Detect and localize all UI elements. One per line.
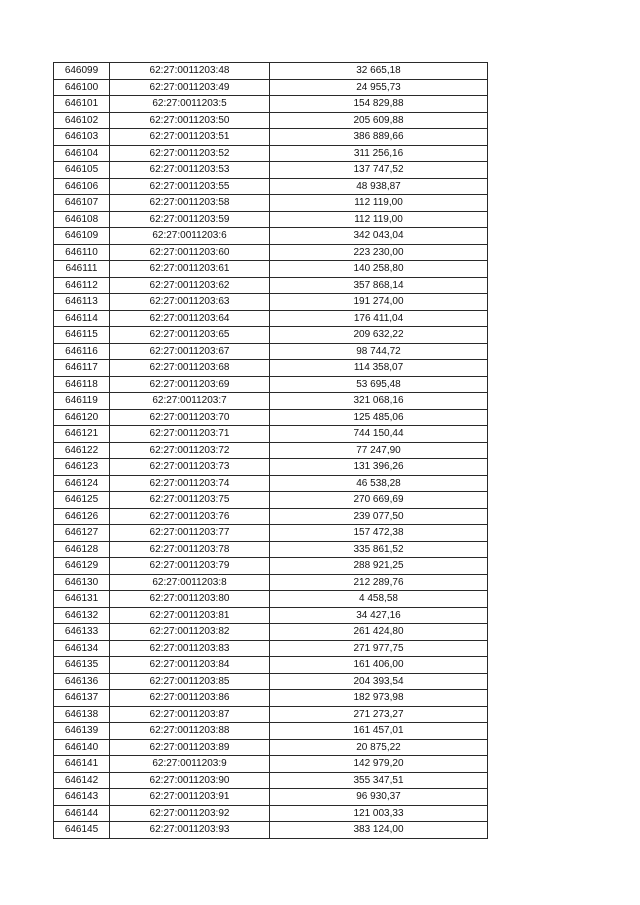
table-row xyxy=(54,492,488,509)
table-row xyxy=(54,360,488,377)
value-cell: 98 744,72 xyxy=(270,343,488,360)
value-cell: 48 938,87 xyxy=(270,178,488,195)
cadastral-number-cell: 62:27:0011203:82 xyxy=(110,624,270,641)
table-row xyxy=(54,475,488,492)
table-row xyxy=(54,63,488,80)
table-row xyxy=(54,79,488,96)
cadastral-number-cell: 62:27:0011203:70 xyxy=(110,409,270,426)
table-row xyxy=(54,426,488,443)
record-number-cell: 646105 xyxy=(54,162,110,179)
value-cell: 335 861,52 xyxy=(270,541,488,558)
value-cell: 271 977,75 xyxy=(270,640,488,657)
cadastral-number-cell: 62:27:0011203:75 xyxy=(110,492,270,509)
cadastral-number-cell: 62:27:0011203:77 xyxy=(110,525,270,542)
table-row xyxy=(54,574,488,591)
cadastral-number-cell: 62:27:0011203:55 xyxy=(110,178,270,195)
value-cell: 288 921,25 xyxy=(270,558,488,575)
record-number-cell: 646142 xyxy=(54,772,110,789)
value-cell: 209 632,22 xyxy=(270,327,488,344)
table-row xyxy=(54,211,488,228)
table-row xyxy=(54,195,488,212)
value-cell: 239 077,50 xyxy=(270,508,488,525)
table-row xyxy=(54,376,488,393)
value-cell: 182 973,98 xyxy=(270,690,488,707)
table-row xyxy=(54,772,488,789)
table-row xyxy=(54,822,488,839)
value-cell: 212 289,76 xyxy=(270,574,488,591)
record-number-cell: 646118 xyxy=(54,376,110,393)
cadastral-number-cell: 62:27:0011203:79 xyxy=(110,558,270,575)
record-number-cell: 646112 xyxy=(54,277,110,294)
table-row xyxy=(54,459,488,476)
record-number-cell: 646107 xyxy=(54,195,110,212)
record-number-cell: 646140 xyxy=(54,739,110,756)
value-cell: 114 358,07 xyxy=(270,360,488,377)
cadastral-number-cell: 62:27:0011203:76 xyxy=(110,508,270,525)
table-row xyxy=(54,310,488,327)
cadastral-number-cell: 62:27:0011203:81 xyxy=(110,607,270,624)
cadastral-number-cell: 62:27:0011203:59 xyxy=(110,211,270,228)
cadastral-number-cell: 62:27:0011203:64 xyxy=(110,310,270,327)
value-cell: 383 124,00 xyxy=(270,822,488,839)
value-cell: 142 979,20 xyxy=(270,756,488,773)
record-number-cell: 646104 xyxy=(54,145,110,162)
cadastral-number-cell: 62:27:0011203:89 xyxy=(110,739,270,756)
record-number-cell: 646101 xyxy=(54,96,110,113)
value-cell: 357 868,14 xyxy=(270,277,488,294)
value-cell: 161 406,00 xyxy=(270,657,488,674)
value-cell: 46 538,28 xyxy=(270,475,488,492)
record-number-cell: 646108 xyxy=(54,211,110,228)
table-row xyxy=(54,261,488,278)
value-cell: 176 411,04 xyxy=(270,310,488,327)
table-row xyxy=(54,558,488,575)
cadastral-number-cell: 62:27:0011203:88 xyxy=(110,723,270,740)
record-number-cell: 646144 xyxy=(54,805,110,822)
table-row xyxy=(54,723,488,740)
cadastral-number-cell: 62:27:0011203:91 xyxy=(110,789,270,806)
cadastral-number-cell: 62:27:0011203:8 xyxy=(110,574,270,591)
table-row xyxy=(54,244,488,261)
record-number-cell: 646111 xyxy=(54,261,110,278)
record-number-cell: 646136 xyxy=(54,673,110,690)
table-row xyxy=(54,673,488,690)
cadastral-number-cell: 62:27:0011203:73 xyxy=(110,459,270,476)
cadastral-number-cell: 62:27:0011203:84 xyxy=(110,657,270,674)
cadastral-number-cell: 62:27:0011203:61 xyxy=(110,261,270,278)
record-number-cell: 646110 xyxy=(54,244,110,261)
cadastral-number-cell: 62:27:0011203:78 xyxy=(110,541,270,558)
record-number-cell: 646130 xyxy=(54,574,110,591)
value-cell: 342 043,04 xyxy=(270,228,488,245)
cadastral-number-cell: 62:27:0011203:85 xyxy=(110,673,270,690)
record-number-cell: 646137 xyxy=(54,690,110,707)
cadastral-number-cell: 62:27:0011203:80 xyxy=(110,591,270,608)
value-cell: 355 347,51 xyxy=(270,772,488,789)
value-cell: 112 119,00 xyxy=(270,211,488,228)
record-number-cell: 646125 xyxy=(54,492,110,509)
record-number-cell: 646115 xyxy=(54,327,110,344)
value-cell: 121 003,33 xyxy=(270,805,488,822)
record-number-cell: 646139 xyxy=(54,723,110,740)
cadastral-number-cell: 62:27:0011203:83 xyxy=(110,640,270,657)
record-number-cell: 646113 xyxy=(54,294,110,311)
table-row xyxy=(54,739,488,756)
table-row xyxy=(54,343,488,360)
cadastral-number-cell: 62:27:0011203:49 xyxy=(110,79,270,96)
cadastral-number-cell: 62:27:0011203:52 xyxy=(110,145,270,162)
value-cell: 4 458,58 xyxy=(270,591,488,608)
table-row xyxy=(54,294,488,311)
table-row xyxy=(54,228,488,245)
table-row xyxy=(54,805,488,822)
record-number-cell: 646102 xyxy=(54,112,110,129)
record-number-cell: 646135 xyxy=(54,657,110,674)
value-cell: 270 669,69 xyxy=(270,492,488,509)
table-row xyxy=(54,178,488,195)
value-cell: 24 955,73 xyxy=(270,79,488,96)
cadastral-number-cell: 62:27:0011203:58 xyxy=(110,195,270,212)
cadastral-number-cell: 62:27:0011203:9 xyxy=(110,756,270,773)
record-number-cell: 646109 xyxy=(54,228,110,245)
value-cell: 131 396,26 xyxy=(270,459,488,476)
cadastral-number-cell: 62:27:0011203:72 xyxy=(110,442,270,459)
value-cell: 744 150,44 xyxy=(270,426,488,443)
cadastral-number-cell: 62:27:0011203:90 xyxy=(110,772,270,789)
record-number-cell: 646103 xyxy=(54,129,110,146)
table-row xyxy=(54,145,488,162)
table-row xyxy=(54,690,488,707)
table-row xyxy=(54,96,488,113)
record-number-cell: 646145 xyxy=(54,822,110,839)
cadastral-number-cell: 62:27:0011203:86 xyxy=(110,690,270,707)
value-cell: 161 457,01 xyxy=(270,723,488,740)
table-row xyxy=(54,789,488,806)
value-cell: 20 875,22 xyxy=(270,739,488,756)
record-number-cell: 646131 xyxy=(54,591,110,608)
cadastral-number-cell: 62:27:0011203:51 xyxy=(110,129,270,146)
value-cell: 140 258,80 xyxy=(270,261,488,278)
cadastral-number-cell: 62:27:0011203:5 xyxy=(110,96,270,113)
cadastral-number-cell: 62:27:0011203:50 xyxy=(110,112,270,129)
table-row xyxy=(54,277,488,294)
record-number-cell: 646123 xyxy=(54,459,110,476)
table-row xyxy=(54,409,488,426)
table-row xyxy=(54,657,488,674)
record-number-cell: 646100 xyxy=(54,79,110,96)
cadastral-number-cell: 62:27:0011203:65 xyxy=(110,327,270,344)
record-number-cell: 646127 xyxy=(54,525,110,542)
record-number-cell: 646124 xyxy=(54,475,110,492)
cadastral-number-cell: 62:27:0011203:87 xyxy=(110,706,270,723)
cadastral-number-cell: 62:27:0011203:92 xyxy=(110,805,270,822)
cadastral-number-cell: 62:27:0011203:71 xyxy=(110,426,270,443)
value-cell: 311 256,16 xyxy=(270,145,488,162)
record-number-cell: 646133 xyxy=(54,624,110,641)
table-row xyxy=(54,640,488,657)
cadastral-number-cell: 62:27:0011203:67 xyxy=(110,343,270,360)
cadastral-number-cell: 62:27:0011203:60 xyxy=(110,244,270,261)
record-number-cell: 646117 xyxy=(54,360,110,377)
table-row xyxy=(54,756,488,773)
table-row xyxy=(54,129,488,146)
table-row xyxy=(54,706,488,723)
table-row xyxy=(54,112,488,129)
cadastral-number-cell: 62:27:0011203:68 xyxy=(110,360,270,377)
value-cell: 34 427,16 xyxy=(270,607,488,624)
table-row xyxy=(54,393,488,410)
value-cell: 125 485,06 xyxy=(270,409,488,426)
table-row xyxy=(54,541,488,558)
data-table xyxy=(53,62,488,839)
table-row xyxy=(54,327,488,344)
value-cell: 53 695,48 xyxy=(270,376,488,393)
record-number-cell: 646116 xyxy=(54,343,110,360)
record-number-cell: 646138 xyxy=(54,706,110,723)
table-row xyxy=(54,624,488,641)
value-cell: 157 472,38 xyxy=(270,525,488,542)
table-row xyxy=(54,162,488,179)
table-body xyxy=(54,63,488,839)
record-number-cell: 646134 xyxy=(54,640,110,657)
value-cell: 223 230,00 xyxy=(270,244,488,261)
cadastral-number-cell: 62:27:0011203:74 xyxy=(110,475,270,492)
cadastral-number-cell: 62:27:0011203:93 xyxy=(110,822,270,839)
record-number-cell: 646143 xyxy=(54,789,110,806)
record-number-cell: 646122 xyxy=(54,442,110,459)
record-number-cell: 646126 xyxy=(54,508,110,525)
cadastral-number-cell: 62:27:0011203:62 xyxy=(110,277,270,294)
cadastral-number-cell: 62:27:0011203:48 xyxy=(110,63,270,80)
value-cell: 32 665,18 xyxy=(270,63,488,80)
table-row xyxy=(54,508,488,525)
cadastral-number-cell: 62:27:0011203:69 xyxy=(110,376,270,393)
cadastral-number-cell: 62:27:0011203:53 xyxy=(110,162,270,179)
value-cell: 204 393,54 xyxy=(270,673,488,690)
record-number-cell: 646129 xyxy=(54,558,110,575)
value-cell: 191 274,00 xyxy=(270,294,488,311)
record-number-cell: 646120 xyxy=(54,409,110,426)
record-number-cell: 646141 xyxy=(54,756,110,773)
value-cell: 205 609,88 xyxy=(270,112,488,129)
value-cell: 321 068,16 xyxy=(270,393,488,410)
cadastral-number-cell: 62:27:0011203:63 xyxy=(110,294,270,311)
cadastral-number-cell: 62:27:0011203:7 xyxy=(110,393,270,410)
value-cell: 154 829,88 xyxy=(270,96,488,113)
record-number-cell: 646128 xyxy=(54,541,110,558)
value-cell: 137 747,52 xyxy=(270,162,488,179)
table-row xyxy=(54,442,488,459)
table-row xyxy=(54,591,488,608)
value-cell: 261 424,80 xyxy=(270,624,488,641)
record-number-cell: 646132 xyxy=(54,607,110,624)
table-row xyxy=(54,525,488,542)
record-number-cell: 646119 xyxy=(54,393,110,410)
value-cell: 386 889,66 xyxy=(270,129,488,146)
value-cell: 271 273,27 xyxy=(270,706,488,723)
value-cell: 77 247,90 xyxy=(270,442,488,459)
record-number-cell: 646121 xyxy=(54,426,110,443)
value-cell: 96 930,37 xyxy=(270,789,488,806)
record-number-cell: 646106 xyxy=(54,178,110,195)
value-cell: 112 119,00 xyxy=(270,195,488,212)
cadastral-number-cell: 62:27:0011203:6 xyxy=(110,228,270,245)
record-number-cell: 646114 xyxy=(54,310,110,327)
table-row xyxy=(54,607,488,624)
record-number-cell: 646099 xyxy=(54,63,110,80)
